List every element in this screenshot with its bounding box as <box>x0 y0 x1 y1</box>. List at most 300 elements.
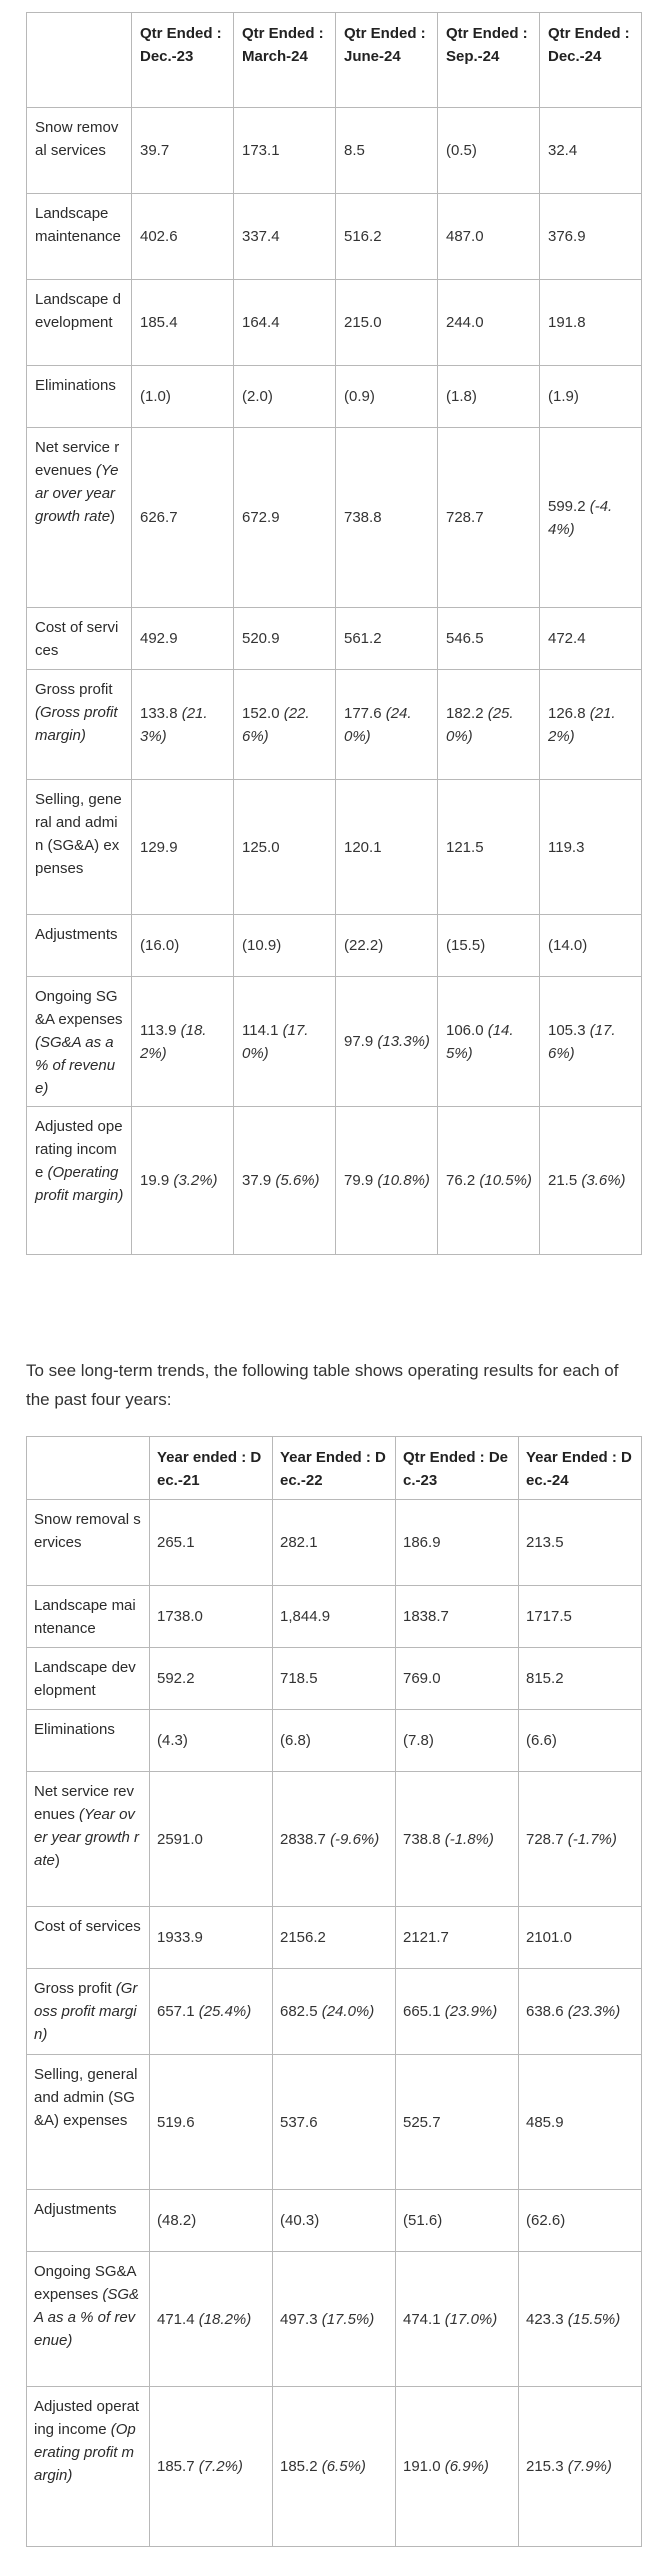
value-cell <box>396 1500 519 1586</box>
row-label <box>27 194 132 280</box>
value-cell <box>519 1772 642 1907</box>
table-row <box>27 108 642 194</box>
cell-value: 471.4 <box>157 2310 195 2328</box>
value-cell <box>234 366 336 428</box>
value-cell <box>234 280 336 366</box>
value-cell <box>132 280 234 366</box>
row-label <box>27 1586 150 1648</box>
value-cell <box>396 1586 519 1648</box>
value-cell <box>438 366 540 428</box>
row-label <box>27 780 132 915</box>
cell-value: 126.8 <box>548 704 586 722</box>
value-cell <box>132 780 234 915</box>
row-label <box>27 366 132 428</box>
cell-note: (3.6%) <box>581 1172 626 1189</box>
value-cell <box>519 1500 642 1586</box>
row-label <box>27 1969 150 2055</box>
value-cell <box>540 366 642 428</box>
row-label-text: Eliminations <box>35 377 116 394</box>
row-label <box>27 670 132 780</box>
value-cell <box>132 108 234 194</box>
value-cell <box>150 2252 273 2387</box>
cell-value: 79.9 <box>344 1172 374 1189</box>
cell-value: 472.4 <box>548 630 586 647</box>
value-cell <box>438 280 540 366</box>
value-cell <box>234 670 336 780</box>
value-cell <box>132 1107 234 1255</box>
cell-value: 665.1 <box>403 2003 441 2020</box>
value-cell <box>234 194 336 280</box>
cell-value: 76.2 <box>446 1172 476 1189</box>
row-label-note: (Operating profit margin) <box>35 1164 124 1204</box>
row-label-text: Adjustments <box>34 2201 117 2218</box>
value-cell <box>336 108 438 194</box>
cell-value: 185.7 <box>157 2458 195 2475</box>
value-cell <box>150 1969 273 2055</box>
value-cell <box>438 428 540 608</box>
cell-value: 39.7 <box>140 142 170 159</box>
cell-value: (1.8) <box>446 388 477 405</box>
value-cell <box>273 1586 396 1648</box>
value-cell <box>438 977 540 1107</box>
cell-value: (2.0) <box>242 388 273 405</box>
cell-value: (22.2) <box>344 937 384 954</box>
row-label-text: Landscape maintenance <box>34 1597 136 1637</box>
value-cell <box>438 608 540 670</box>
cell-value: 474.1 <box>403 2310 441 2328</box>
cell-note: (21.2%) <box>548 704 616 745</box>
cell-value: (15.5) <box>446 937 486 954</box>
row-label-note: (Gross profit margin) <box>35 704 118 744</box>
value-cell <box>540 1107 642 1255</box>
cell-value: (0.5) <box>446 142 477 159</box>
cell-value: 487.0 <box>446 228 484 245</box>
row-label-text: Selling, general and admin (SG&A) expenses <box>35 791 122 877</box>
row-label-text: Adjustments <box>35 926 118 943</box>
row-label <box>27 1107 132 1255</box>
cell-value: 561.2 <box>344 630 382 647</box>
row-label <box>27 280 132 366</box>
value-cell <box>150 2190 273 2252</box>
value-cell <box>132 194 234 280</box>
header-cell: Qtr Ended : March-24 <box>234 13 336 108</box>
cell-note: (17.6%) <box>548 1021 616 1062</box>
table-row <box>27 1710 642 1772</box>
value-cell <box>540 428 642 608</box>
cell-note: (-4.4%) <box>548 497 613 538</box>
cell-value: 485.9 <box>526 2113 564 2131</box>
value-cell <box>396 1969 519 2055</box>
cell-note: (17.0%) <box>242 1021 309 1062</box>
cell-value: 1717.5 <box>526 1608 572 1625</box>
row-label <box>27 915 132 977</box>
value-cell <box>540 977 642 1107</box>
table-row <box>27 2387 642 2547</box>
cell-value: 626.7 <box>140 509 178 526</box>
cell-note: (7.9%) <box>567 2458 612 2475</box>
value-cell <box>150 1907 273 1969</box>
value-cell <box>132 608 234 670</box>
value-cell <box>234 1107 336 1255</box>
value-cell <box>273 1710 396 1772</box>
cell-value: (40.3) <box>280 2212 320 2229</box>
cell-value: 1838.7 <box>403 1608 449 1625</box>
cell-value: 119.3 <box>548 838 585 856</box>
table-row <box>27 2190 642 2252</box>
cell-value: 265.1 <box>157 1534 195 1551</box>
header-cell: Qtr Ended : Sep.-24 <box>438 13 540 108</box>
cell-value: 657.1 <box>157 2003 195 2020</box>
table-row <box>27 780 642 915</box>
cell-value: 592.2 <box>157 1670 195 1687</box>
row-label-note: (Year over year growth rate <box>34 1806 140 1869</box>
value-cell <box>396 1710 519 1772</box>
row-label-note: (SG&A as a % of revenue) <box>35 1034 116 1097</box>
cell-value: 402.6 <box>140 228 178 245</box>
value-cell <box>336 366 438 428</box>
table-row <box>27 1969 642 2055</box>
cell-note: (7.2%) <box>198 2458 243 2475</box>
cell-value: 2591.0 <box>157 1830 203 1848</box>
value-cell <box>132 366 234 428</box>
cell-value: 376.9 <box>548 228 586 245</box>
header-cell: Year Ended : Dec.-24 <box>519 1437 642 1500</box>
cell-value: 32.4 <box>548 142 578 159</box>
cell-note: (23.9%) <box>444 2003 498 2020</box>
cell-note: (14.5%) <box>446 1021 514 1062</box>
value-cell <box>273 1772 396 1907</box>
value-cell <box>132 428 234 608</box>
value-cell <box>234 428 336 608</box>
cell-note: (-9.6%) <box>330 1830 380 1848</box>
row-label <box>27 1710 150 1772</box>
value-cell <box>150 2387 273 2547</box>
row-label-text: Adjusted operating income <box>35 1118 123 1181</box>
cell-value: (6.6) <box>526 1732 557 1749</box>
row-label-note-tail: ) <box>54 1852 60 1869</box>
table-row <box>27 977 642 1107</box>
cell-value: 185.2 <box>280 2458 318 2475</box>
cell-value: 638.6 <box>526 2003 564 2020</box>
value-cell <box>150 2055 273 2190</box>
cell-value: 133.8 <box>140 704 178 722</box>
cell-value: 191.8 <box>548 314 586 331</box>
cell-value: 185.4 <box>140 314 178 331</box>
table-row <box>27 194 642 280</box>
row-label <box>27 2190 150 2252</box>
value-cell <box>273 1648 396 1710</box>
value-cell <box>234 977 336 1107</box>
value-cell <box>336 608 438 670</box>
cell-value: 106.0 <box>446 1021 484 1039</box>
cell-note: (15.5%) <box>567 2310 621 2328</box>
cell-note: (5.6%) <box>275 1172 320 1189</box>
value-cell <box>519 2387 642 2547</box>
row-label-text: Snow removal services <box>35 119 119 159</box>
row-label-text: Selling, general and admin (SG&A) expenses <box>34 2066 138 2129</box>
cell-note: (24.0%) <box>344 704 412 745</box>
value-cell <box>519 1648 642 1710</box>
cell-note: (3.2%) <box>173 1172 218 1189</box>
table-body <box>27 108 642 1255</box>
row-label <box>27 2055 150 2190</box>
value-cell <box>273 2190 396 2252</box>
table-row <box>27 2055 642 2190</box>
cell-value: 1738.0 <box>157 1608 203 1625</box>
cell-value: 191.0 <box>403 2458 441 2475</box>
header-cell <box>27 13 132 108</box>
cell-value: 152.0 <box>242 704 280 722</box>
value-cell <box>519 2190 642 2252</box>
row-label <box>27 977 132 1107</box>
row-label-note: (Year over year growth rate <box>35 462 119 525</box>
row-label-text: Adjusted operating income <box>34 2398 140 2438</box>
table-header-row <box>27 1437 642 1500</box>
row-label <box>27 108 132 194</box>
value-cell <box>519 1907 642 1969</box>
cell-value: 546.5 <box>446 630 484 647</box>
header-cell: Qtr Ended : Dec.-23 <box>396 1437 519 1500</box>
value-cell <box>519 1969 642 2055</box>
value-cell <box>396 1648 519 1710</box>
value-cell <box>234 108 336 194</box>
cell-value: 682.5 <box>280 2003 318 2020</box>
value-cell <box>336 977 438 1107</box>
value-cell <box>396 2252 519 2387</box>
cell-note: (-1.7%) <box>567 1830 617 1848</box>
row-label-text: Ongoing SG&A expenses <box>35 988 123 1028</box>
row-label <box>27 1648 150 1710</box>
table-row <box>27 280 642 366</box>
value-cell <box>540 780 642 915</box>
header-cell: Qtr Ended : Dec.-24 <box>540 13 642 108</box>
cell-value: 177.6 <box>344 704 382 722</box>
value-cell <box>132 915 234 977</box>
value-cell <box>540 670 642 780</box>
value-cell <box>438 915 540 977</box>
cell-value: 520.9 <box>242 630 280 647</box>
cell-value: 21.5 <box>548 1172 578 1189</box>
cell-value: 525.7 <box>403 2113 441 2131</box>
value-cell <box>336 194 438 280</box>
table-row <box>27 670 642 780</box>
value-cell <box>396 2055 519 2190</box>
cell-note: (25.4%) <box>198 2003 252 2020</box>
row-label-text: Gross profit <box>35 681 113 698</box>
value-cell <box>150 1772 273 1907</box>
cell-value: 186.9 <box>403 1534 441 1551</box>
cell-value: 537.6 <box>280 2113 318 2131</box>
cell-value: 244.0 <box>446 314 484 331</box>
cell-value: (48.2) <box>157 2212 197 2229</box>
cell-value: (14.0) <box>548 937 588 954</box>
value-cell <box>336 915 438 977</box>
value-cell <box>273 1907 396 1969</box>
cell-note: (17.0%) <box>444 2310 498 2328</box>
cell-value: 769.0 <box>403 1670 441 1687</box>
row-label-text: Net service revenues <box>34 1783 135 1823</box>
cell-value: (16.0) <box>140 937 180 954</box>
table-row <box>27 608 642 670</box>
table-row <box>27 1772 642 1907</box>
value-cell <box>273 2252 396 2387</box>
value-cell <box>396 1772 519 1907</box>
value-cell <box>540 108 642 194</box>
cell-value: 125.0 <box>242 838 280 856</box>
cell-value: 173.1 <box>242 142 280 159</box>
value-cell <box>234 915 336 977</box>
cell-note: (21.3%) <box>140 704 208 745</box>
cell-value: 1,844.9 <box>280 1608 331 1625</box>
value-cell <box>396 1907 519 1969</box>
value-cell <box>438 780 540 915</box>
value-cell <box>234 608 336 670</box>
cell-value: 19.9 <box>140 1172 170 1189</box>
header-cell: Year Ended : Dec.-22 <box>273 1437 396 1500</box>
value-cell <box>273 2387 396 2547</box>
header-cell: Qtr Ended : June-24 <box>336 13 438 108</box>
cell-note: (24.0%) <box>321 2003 375 2020</box>
row-label-text: Gross profit <box>34 1980 112 1997</box>
cell-value: 129.9 <box>140 838 178 856</box>
cell-value: 2101.0 <box>526 1929 572 1946</box>
row-label-text: Eliminations <box>34 1721 115 1738</box>
cell-value: 738.8 <box>344 509 382 526</box>
row-label-text: Snow removal services <box>34 1511 141 1551</box>
value-cell <box>540 280 642 366</box>
table-row <box>27 428 642 608</box>
cell-note: (13.3%) <box>377 1033 430 1050</box>
cell-value: (0.9) <box>344 388 375 405</box>
row-label <box>27 2252 150 2387</box>
row-label <box>27 1500 150 1586</box>
cell-note: (10.8%) <box>377 1172 430 1189</box>
cell-value: 121.5 <box>446 838 484 856</box>
row-label <box>27 1772 150 1907</box>
cell-value: 718.5 <box>280 1670 318 1687</box>
row-label <box>27 2387 150 2547</box>
cell-note: (18.2%) <box>198 2310 252 2328</box>
row-label-note: (Operating profit margin) <box>34 2421 136 2484</box>
value-cell <box>540 608 642 670</box>
value-cell <box>273 1500 396 1586</box>
value-cell <box>540 194 642 280</box>
value-cell <box>150 1648 273 1710</box>
value-cell <box>396 2190 519 2252</box>
cell-value: 2156.2 <box>280 1929 326 1946</box>
cell-value: 282.1 <box>280 1534 318 1551</box>
value-cell <box>438 670 540 780</box>
cell-value: (6.8) <box>280 1732 311 1749</box>
value-cell <box>519 1710 642 1772</box>
cell-value: 2121.7 <box>403 1929 449 1946</box>
cell-value: 672.9 <box>242 509 280 526</box>
value-cell <box>438 1107 540 1255</box>
cell-value: 728.7 <box>526 1830 564 1848</box>
cell-value: 728.7 <box>446 509 484 526</box>
cell-note: (6.5%) <box>321 2458 366 2475</box>
table-row <box>27 366 642 428</box>
cell-note: (23.3%) <box>567 2003 621 2020</box>
intro-paragraph: To see long-term trends, the following table shows operating results for each of the past four years: <box>26 1361 619 1409</box>
row-label-text: Net service revenues <box>35 439 120 479</box>
cell-value: 120.1 <box>344 838 382 856</box>
table-row <box>27 1107 642 1255</box>
cell-value: (7.8) <box>403 1732 434 1749</box>
cell-value: 8.5 <box>344 142 365 159</box>
row-label-note: (Gross profit margin) <box>34 1980 138 2043</box>
row-label-text: Ongoing SG&A expenses <box>34 2263 136 2303</box>
value-cell <box>438 108 540 194</box>
cell-value: 37.9 <box>242 1172 272 1189</box>
cell-value: (1.0) <box>140 388 171 405</box>
value-cell <box>132 977 234 1107</box>
cell-value: 105.3 <box>548 1021 586 1039</box>
cell-value: (4.3) <box>157 1732 188 1749</box>
value-cell <box>132 670 234 780</box>
quarterly-results-table <box>26 12 642 1255</box>
row-label-text: Cost of services <box>35 619 119 659</box>
cell-value: 114.1 <box>242 1021 279 1039</box>
cell-value: 738.8 <box>403 1830 441 1848</box>
cell-value: 182.2 <box>446 704 484 722</box>
cell-value: 2838.7 <box>280 1830 326 1848</box>
cell-note: (25.0%) <box>446 704 514 745</box>
value-cell <box>150 1586 273 1648</box>
value-cell <box>438 194 540 280</box>
cell-value: 599.2 <box>548 497 586 515</box>
row-label <box>27 428 132 608</box>
cell-value: 423.3 <box>526 2310 564 2328</box>
value-cell <box>519 1586 642 1648</box>
table-row <box>27 915 642 977</box>
cell-note: (17.5%) <box>321 2310 375 2328</box>
table-body <box>27 1500 642 2547</box>
value-cell <box>336 280 438 366</box>
value-cell <box>150 1500 273 1586</box>
annual-results-table <box>26 1436 642 2547</box>
row-label-text: Cost of services <box>34 1918 141 1935</box>
cell-value: (10.9) <box>242 937 282 954</box>
cell-value: 113.9 <box>140 1021 177 1039</box>
header-cell <box>27 1437 150 1500</box>
row-label-text: Landscape development <box>35 291 121 331</box>
cell-note: (6.9%) <box>444 2458 489 2475</box>
row-label <box>27 1907 150 1969</box>
cell-value: 97.9 <box>344 1033 374 1050</box>
cell-value: 215.0 <box>344 314 382 331</box>
cell-value: 815.2 <box>526 1670 564 1687</box>
value-cell <box>540 915 642 977</box>
table-row <box>27 1907 642 1969</box>
row-label <box>27 608 132 670</box>
header-cell: Qtr Ended : Dec.-23 <box>132 13 234 108</box>
table-row <box>27 1500 642 1586</box>
value-cell <box>336 1107 438 1255</box>
cell-value: (1.9) <box>548 388 579 405</box>
table-row <box>27 1586 642 1648</box>
header-cell: Year ended : Dec.-21 <box>150 1437 273 1500</box>
table-header-row <box>27 13 642 108</box>
cell-value: 516.2 <box>344 228 382 245</box>
value-cell <box>396 2387 519 2547</box>
table-row <box>27 2252 642 2387</box>
cell-note: (-1.8%) <box>444 1830 494 1848</box>
value-cell <box>336 670 438 780</box>
cell-value: (51.6) <box>403 2212 443 2229</box>
value-cell <box>519 2055 642 2190</box>
row-label-note-tail: ) <box>110 508 116 525</box>
